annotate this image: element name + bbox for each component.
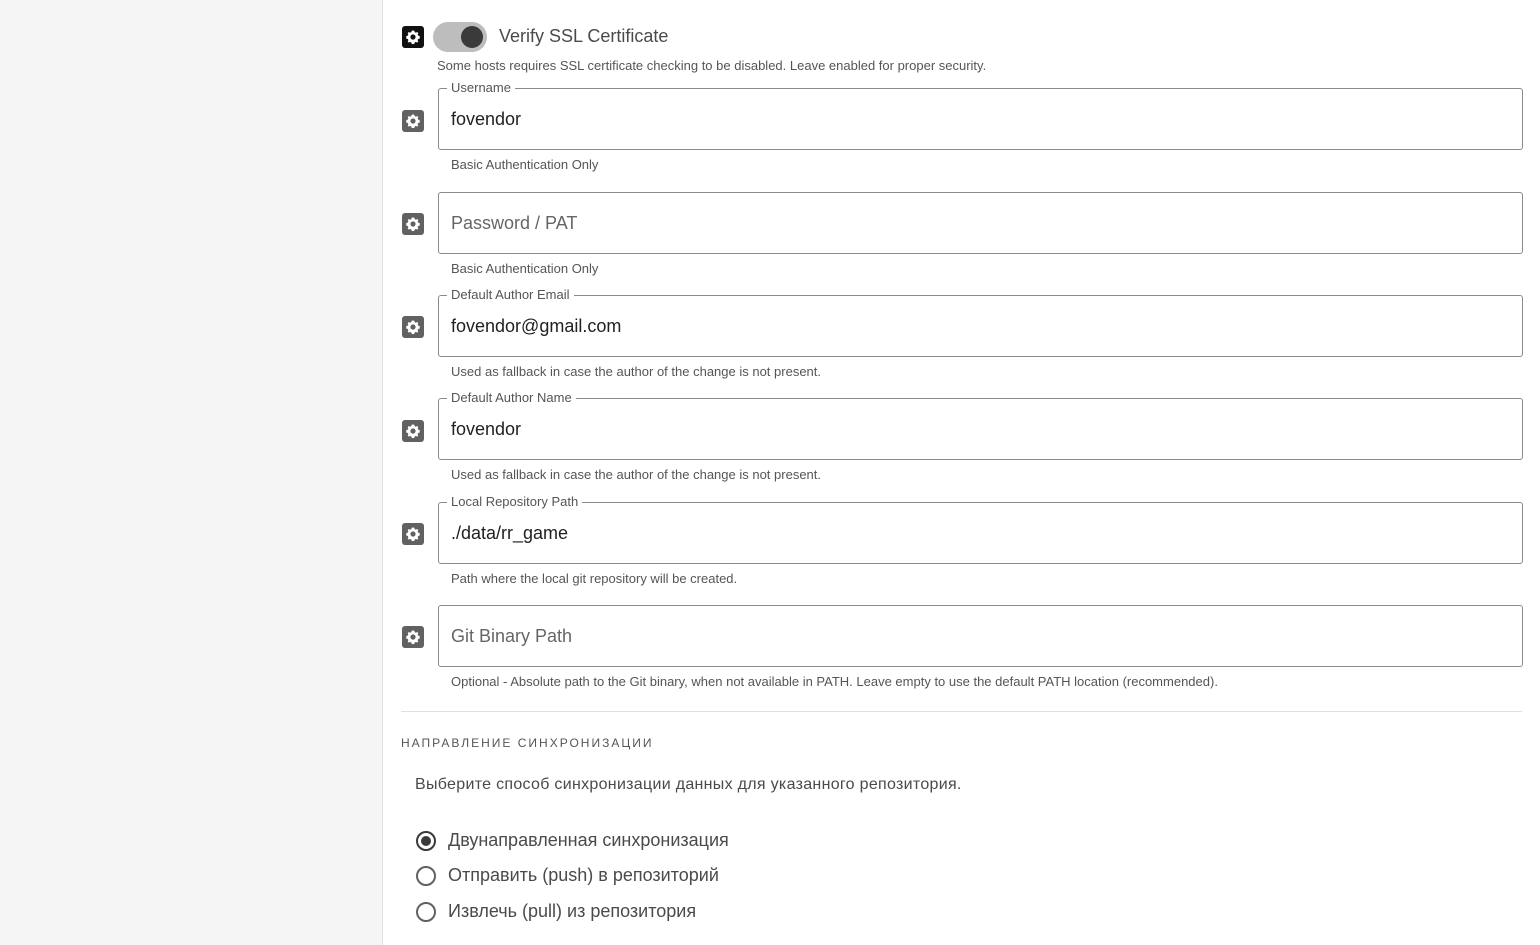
password-hint: Basic Authentication Only [451,261,599,276]
ssl-label: Verify SSL Certificate [499,26,669,46]
ssl-toggle[interactable] [433,22,487,52]
repo-path-input[interactable] [451,503,1506,563]
author-name-field [438,390,1523,460]
radio-bidirectional[interactable] [416,830,729,851]
author-email-field [438,287,1523,357]
author-email-input[interactable] [451,296,1506,356]
gear-icon[interactable] [402,420,424,442]
username-input[interactable] [451,89,1506,149]
sync-section-title: НАПРАВЛЕНИЕ СИНХРОНИЗАЦИИ [401,736,654,750]
repo-path-label: Local Repository Path [447,494,582,510]
sync-section-description: Выберите способ синхронизации данных для указанного репозитория. [415,776,962,793]
radio-unchecked-icon[interactable] [416,902,436,922]
gear-icon[interactable] [402,316,424,338]
gear-icon[interactable] [402,110,424,132]
radio-push[interactable] [416,865,719,886]
gear-icon[interactable] [402,626,424,648]
username-label: Username [447,80,515,96]
sidebar [0,0,383,945]
settings-panel [383,0,1540,945]
radio-label: Двунаправленная синхронизация [448,830,729,850]
username-field [438,80,1523,150]
repo-path-field [438,494,1523,564]
author-name-hint: Used as fallback in case the author of the change is not present. [451,467,822,482]
author-name-label: Default Author Name [447,390,576,406]
radio-pull[interactable] [416,901,696,922]
radio-label: Извлечь (pull) из репозитория [448,901,697,921]
radio-unchecked-icon[interactable] [416,866,436,886]
toggle-knob [461,26,483,48]
gear-icon[interactable] [402,523,424,545]
author-email-label: Default Author Email [447,287,574,303]
username-hint: Basic Authentication Only [451,157,599,172]
radio-label: Отправить (push) в репозиторий [448,865,719,885]
author-name-input[interactable] [451,399,1506,459]
git-binary-hint: Optional - Absolute path to the Git binary, when not available in PATH. Leave empty to use the default PATH location (recommended). [451,674,1218,689]
gear-icon[interactable] [402,26,424,48]
ssl-hint: Some hosts requires SSL certificate checking to be disabled. Leave enabled for proper security. [437,58,987,73]
password-input[interactable] [451,193,1506,253]
divider [401,711,1522,712]
radio-checked-icon[interactable] [416,831,436,851]
gear-icon[interactable] [402,213,424,235]
git-binary-field [438,605,1523,667]
repo-path-hint: Path where the local git repository will be created. [451,571,738,586]
author-email-hint: Used as fallback in case the author of the change is not present. [451,364,822,379]
password-field [438,192,1523,254]
git-binary-input[interactable] [451,606,1506,666]
